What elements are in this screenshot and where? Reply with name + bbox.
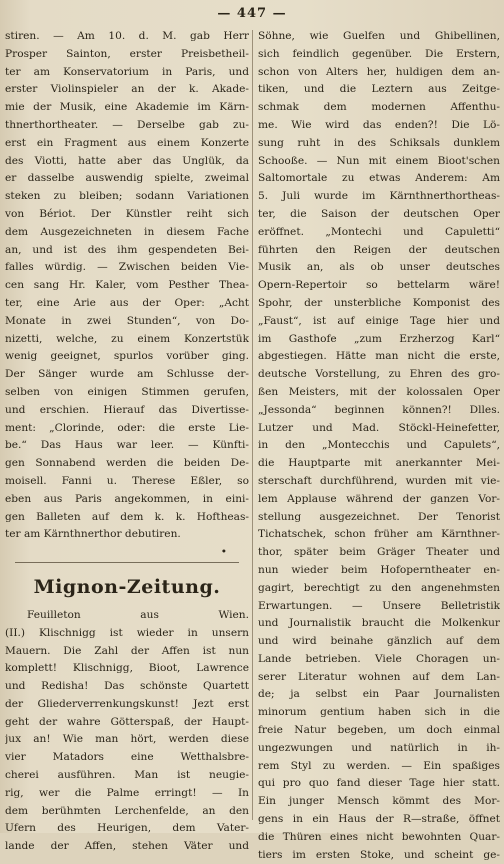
text-line: sich feindlich gegenüber. Die Erstern,: [258, 47, 500, 60]
text-line: des Viotti, hatte aber das Unglük, da: [5, 154, 249, 167]
text-line: Söhne, wie Guelfen und Ghibellinen,: [258, 30, 500, 42]
text-line: jux an! Wie man hört, werden diese: [5, 733, 249, 746]
page-number: — 447 —: [217, 6, 287, 21]
text-line: ßen Meisters, mit der kolossalen Oper: [258, 385, 500, 398]
text-line: ter, eine Arie aus der Oper: „Acht: [5, 296, 249, 309]
text-line: Opern-Repertoir so bettelarm wäre!: [258, 279, 500, 292]
feuilleton-continued-text: [258, 28, 500, 864]
text-line: be.“ Das Haus war leer. — Künfti-: [5, 439, 249, 452]
text-line: Mauern. Die Zahl der Affen ist nun: [5, 644, 249, 657]
text-line: me. Wie wird das enden?! Die Lö-: [258, 118, 500, 131]
section-title: Mignon-Zeitung.: [33, 575, 221, 598]
text-line: Tichatschek, schon früher am Kärnthner-: [258, 528, 500, 541]
text-line: in den „Montecchis und Capulets“,: [258, 439, 500, 452]
text-line: und erschien. Hierauf das Divertisse-: [5, 403, 249, 416]
text-line: „Jessonda“ beginnen können?! Dlles.: [258, 403, 500, 416]
text-line: Saltomortale zu etwas Anderem: Am: [258, 172, 500, 185]
text-line: komplett! Klischnigg, Bioot, Lawrence: [5, 662, 249, 675]
text-line: rem Styl zu werden. — Ein spaßiges: [258, 759, 500, 772]
text-line: Prosper Sainton, erster Preisbetheil-: [5, 47, 249, 60]
text-line: cen sang Hr. Kaler, vom Pesther Thea-: [5, 279, 249, 292]
text-line: 5. Juli wurde im Kärnthnerthortheas-: [258, 190, 500, 203]
text-line: im Gasthofe „zum Erzherzog Karl“: [258, 332, 500, 345]
text-line: gen Sonnabend werden die beiden De-: [5, 457, 249, 470]
text-line: tiers im ersten Stoke, und scheint ge-: [258, 848, 500, 861]
text-line: sterschaft durchführend, wurden mit vie-: [258, 474, 500, 487]
text-line: die Thüren eines nicht bewohnten Quar-: [258, 830, 500, 843]
text-line: Schooße. — Nun mit einem Bioot'schen: [258, 154, 500, 167]
column-divider: [252, 30, 253, 820]
text-line: deutsche Vorstellung, zu Ehren des gro-: [258, 368, 500, 381]
text-line: von Bériot. Der Künstler reiht sich: [5, 207, 249, 220]
text-line: Der Sänger wurde am Schlusse der-: [5, 368, 249, 381]
text-line: qui pro quo fand dieser Tage hier statt.: [258, 777, 500, 790]
right-column: [258, 28, 500, 864]
text-line: rig, wer die Palme erringt! — In: [5, 786, 249, 799]
text-line: er dasselbe auswendig spielte, zweimal: [5, 172, 249, 185]
text-line: erst ein Fragment aus einem Konzerte: [5, 136, 249, 149]
text-line: cherei ausführen. Man ist neugie-: [5, 769, 249, 782]
text-line: an, und ist des ihm gespendeten Bei-: [5, 243, 249, 256]
text-line: Ufern des Heurigen, dem Vater-: [5, 822, 249, 835]
text-line: moisell. Fanni u. Therese Eßler, so: [5, 474, 249, 487]
text-line: dem berühmten Lerchenfelde, an den: [5, 804, 249, 817]
text-line: (II.) Klischnigg ist wieder in unsern: [5, 626, 249, 639]
text-line: und wird beinahe gänzlich auf dem: [258, 635, 500, 648]
text-line: lande der Affen, stehen Väter und: [5, 840, 249, 853]
text-line: stiren. — Am 10. d. M. gab Herr: [5, 30, 249, 42]
text-line: lem Applause während der ganzen Vor-: [258, 492, 500, 505]
text-line: „Faust“, ist auf einige Tage hier und: [258, 314, 500, 327]
text-line: abgestiegen. Hätte man nicht die erste,: [258, 350, 500, 363]
text-line: führten den Reigen der deutschen: [258, 243, 500, 256]
text-line: geht der wahre Götterspaß, der Haupt-: [5, 715, 249, 728]
text-line: Monate in zwei Stunden“, von Do-: [5, 314, 249, 327]
section-divider: [15, 562, 239, 563]
text-line: minorum gentium haben sich in die: [258, 706, 500, 719]
section-end-mark: •: [220, 546, 227, 559]
text-line: thnerthortheater. — Derselbe gab zu-: [5, 118, 249, 131]
text-line: eröffnet. „Montechi und Capuletti“: [258, 225, 500, 238]
left-column: [5, 28, 249, 856]
text-line: und Journalistik braucht die Molkenkur: [258, 617, 500, 630]
text-line: tiken, und die Leztern aus Zeitge-: [258, 83, 500, 96]
text-line: ter, die Saison der deutschen Oper: [258, 207, 500, 220]
text-line: und Redisha! Das schönste Quartett: [5, 680, 249, 693]
text-line: Erwartungen. — Unsere Belletristik: [258, 599, 500, 612]
text-line: Feuilleton aus Wien.: [27, 608, 249, 621]
text-line: de; ja selbst ein Paar Journalisten: [258, 688, 500, 701]
text-line: eben aus Paris angekommen, in eini-: [5, 492, 249, 505]
text-line: ter am Kärnthnerthor debutiren.: [5, 528, 181, 541]
text-line: die Hauptparte mit anerkannter Mei-: [258, 457, 500, 470]
text-line: Ein junger Mensch kömmt des Mor-: [258, 795, 500, 808]
text-line: vier Matadors eine Wetthalsbre-: [5, 751, 249, 764]
text-line: mie der Musik, eine Akademie im Kärn-: [5, 101, 249, 114]
text-line: nizetti, welche, zu einem Konzertstük: [5, 332, 249, 345]
text-line: gen Balleten auf dem k. k. Hoftheas-: [5, 510, 249, 523]
theater-report-text: [5, 28, 249, 544]
text-line: selben von einigen Stimmen gerufen,: [5, 385, 249, 398]
text-line: schon von Alters her, huldigen dem an-: [258, 65, 500, 78]
text-line: der Gliederverrenkungskunst! Jezt erst: [5, 697, 249, 710]
text-line: nun wieder beim Hofoperntheater en-: [258, 563, 500, 576]
text-line: gagirt, berechtigt zu den angenehmsten: [258, 581, 500, 594]
text-line: ungezwungen und natürlich in ih-: [258, 741, 500, 754]
text-line: ter am Konservatorium in Paris, und: [5, 65, 249, 78]
text-line: falles würdig. — Zwischen beiden Vie-: [5, 261, 249, 274]
text-line: Lutzer und Mad. Stöckl-Heinefetter,: [258, 421, 500, 434]
text-line: steken zu bleiben; sodann Variationen: [5, 190, 249, 203]
text-line: sung ruht in des Schiksals dunklem: [258, 136, 500, 149]
text-line: erster Violinspieler an der k. Akade-: [5, 83, 249, 96]
text-line: Spohr, der unsterbliche Komponist des: [258, 296, 500, 309]
text-line: schmak dem modernen Affenthu-: [258, 101, 500, 114]
text-line: gens in ein Haus der R—straße, öffnet: [258, 813, 500, 826]
text-line: dem Ausgezeichneten in diesem Fache: [5, 225, 249, 238]
text-line: wenig geeignet, spurlos vorüber ging.: [5, 350, 249, 363]
text-line: Musik an, als ob unser deutsches: [258, 261, 500, 274]
text-line: stellung ausgezeichnet. Der Tenorist: [258, 510, 500, 523]
feuilleton-text: [5, 607, 249, 856]
text-line: freie Natur begeben, um doch einmal: [258, 724, 500, 737]
text-line: ment: „Clorinde, oder: die erste Lie-: [5, 421, 249, 434]
text-line: thor, später beim Gräger Theater und: [258, 546, 500, 559]
text-line: Lande betrieben. Viele Choragen un-: [258, 652, 500, 665]
text-line: serer Literatur wohnen auf dem Lan-: [258, 670, 500, 683]
